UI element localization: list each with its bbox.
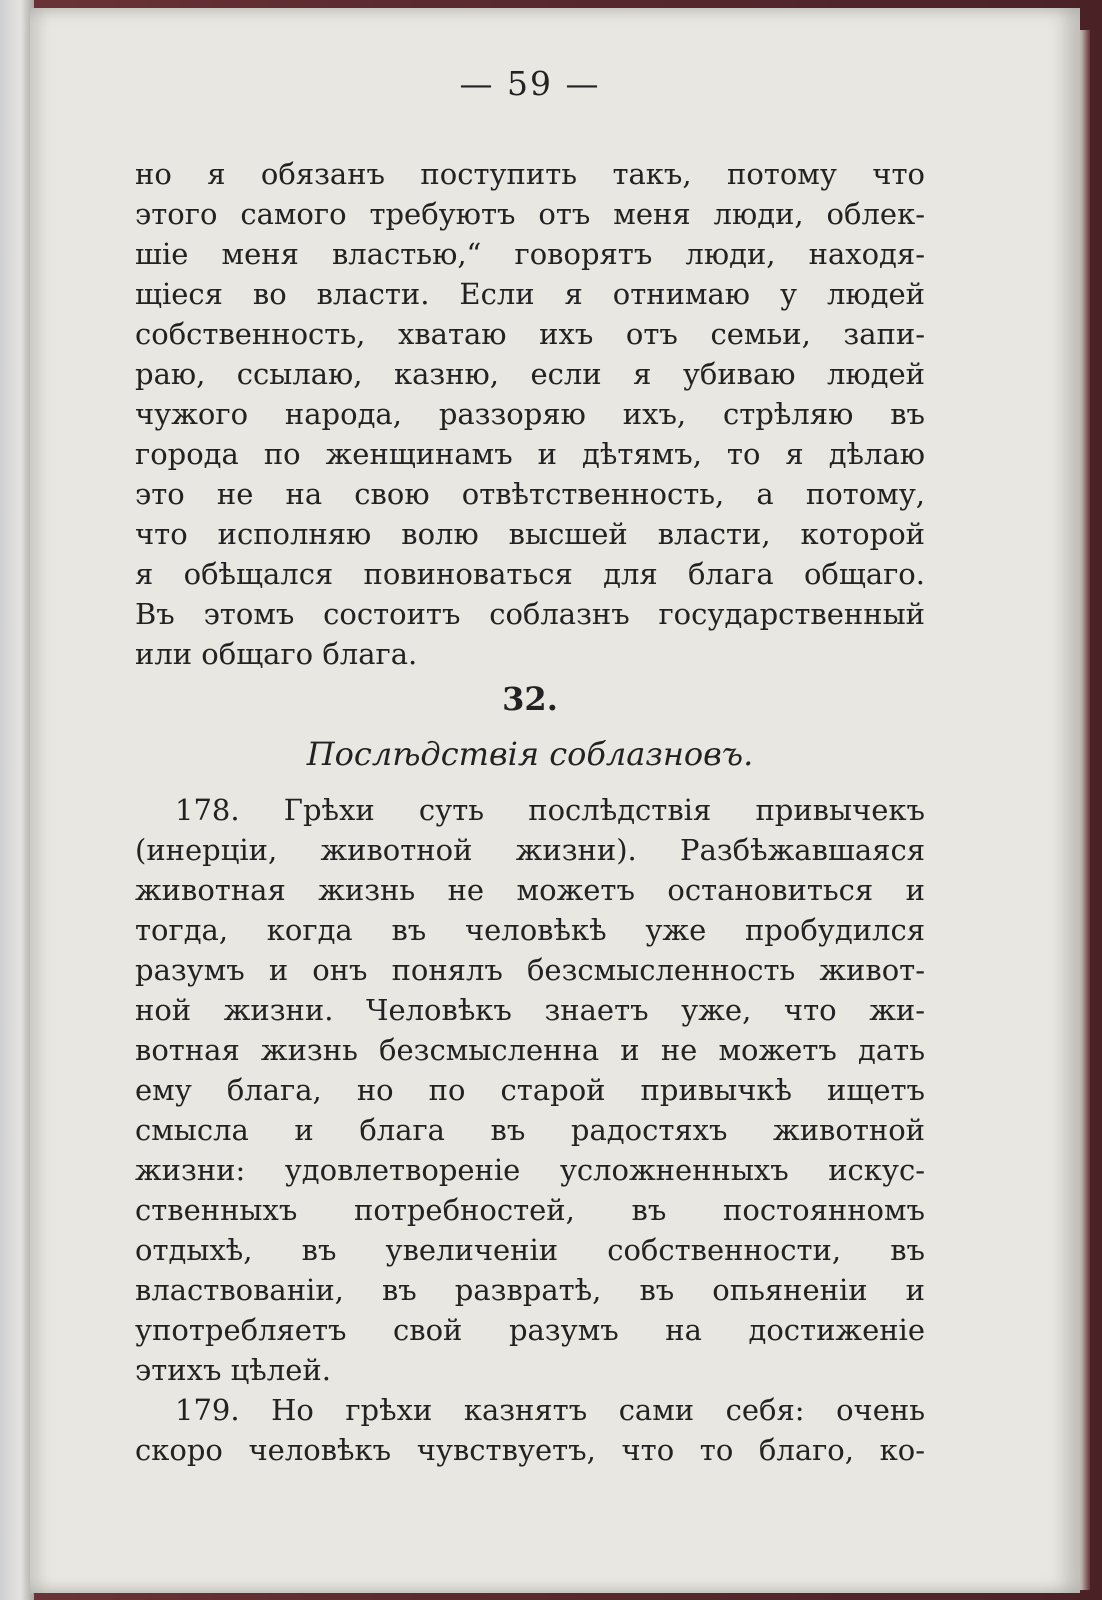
previous-page-edge bbox=[0, 0, 34, 1600]
text-line: Въ этомъ состоитъ соблазнъ государственный bbox=[135, 597, 925, 631]
paragraph-178 bbox=[135, 790, 925, 1390]
paragraph-continuation bbox=[135, 154, 925, 674]
text-line: этого самого требуютъ отъ меня люди, облек- bbox=[135, 197, 925, 231]
text-line: ему блага, но по старой привычкѣ ищетъ bbox=[135, 1073, 925, 1107]
text-line: ной жизни. Человѣкъ знаетъ уже, что жи- bbox=[135, 993, 925, 1027]
text-line: тогда, когда въ человѣкѣ уже пробудился bbox=[135, 913, 925, 947]
text-line: жизни: удовлетвореніе усложненныхъ искус- bbox=[135, 1153, 925, 1187]
text-line: скоро человѣкъ чувствуетъ, что то благо, ко- bbox=[135, 1433, 925, 1467]
text-line: 178. Грѣхи суть послѣдствія привычекъ bbox=[175, 793, 925, 827]
text-line: этихъ цѣлей. bbox=[135, 1353, 331, 1387]
section-number: 32. bbox=[502, 680, 558, 718]
text-line: ственныхъ потребностей, въ постоянномъ bbox=[135, 1193, 925, 1227]
page-number: — 59 — bbox=[459, 64, 601, 103]
text-line: щіеся во власти. Если я отнимаю у людей bbox=[135, 277, 925, 311]
section-title: Послѣдствія соблазновъ. bbox=[306, 735, 754, 773]
text-line: (инерціи, животной жизни). Разбѣжавшаяся bbox=[135, 833, 925, 867]
text-line: собственность, хватаю ихъ отъ семьи, запи- bbox=[135, 317, 925, 351]
text-line: но я обязанъ поступить такъ, потому что bbox=[135, 157, 925, 191]
text-line: раю, ссылаю, казню, если я убиваю людей bbox=[135, 357, 925, 391]
text-line: властвованіи, въ развратѣ, въ опьяненіи и bbox=[135, 1273, 925, 1307]
text-line: или общаго блага. bbox=[135, 637, 418, 671]
text-line: что исполняю волю высшей власти, которой bbox=[135, 517, 925, 551]
text-line: животная жизнь не можетъ остановиться и bbox=[135, 873, 925, 907]
text-line: это не на свою отвѣтственность, а потому, bbox=[135, 477, 925, 511]
text-line: 179. Но грѣхи казнятъ сами себя: очень bbox=[175, 1393, 925, 1427]
text-line: вотная жизнь безсмысленна и не можетъ дать bbox=[135, 1033, 925, 1067]
text-line: разумъ и онъ понялъ безсмысленность живот- bbox=[135, 953, 925, 987]
text-line: отдыхѣ, въ увеличеніи собственности, въ bbox=[135, 1233, 925, 1267]
text-line: чужого народа, раззоряю ихъ, стрѣляю въ bbox=[135, 397, 925, 431]
text-line: я обѣщался повиноваться для блага общаго. bbox=[135, 557, 925, 591]
text-line: шіе меня властью,“ говорятъ люди, находя- bbox=[135, 237, 925, 271]
text-line: употребляетъ свой разумъ на достиженіе bbox=[135, 1313, 925, 1347]
page-content bbox=[135, 60, 925, 1470]
text-line: города по женщинамъ и дѣтямъ, то я дѣлаю bbox=[135, 437, 925, 471]
paragraph-179 bbox=[135, 1390, 925, 1470]
text-line: смысла и блага въ радостяхъ животной bbox=[135, 1113, 925, 1147]
